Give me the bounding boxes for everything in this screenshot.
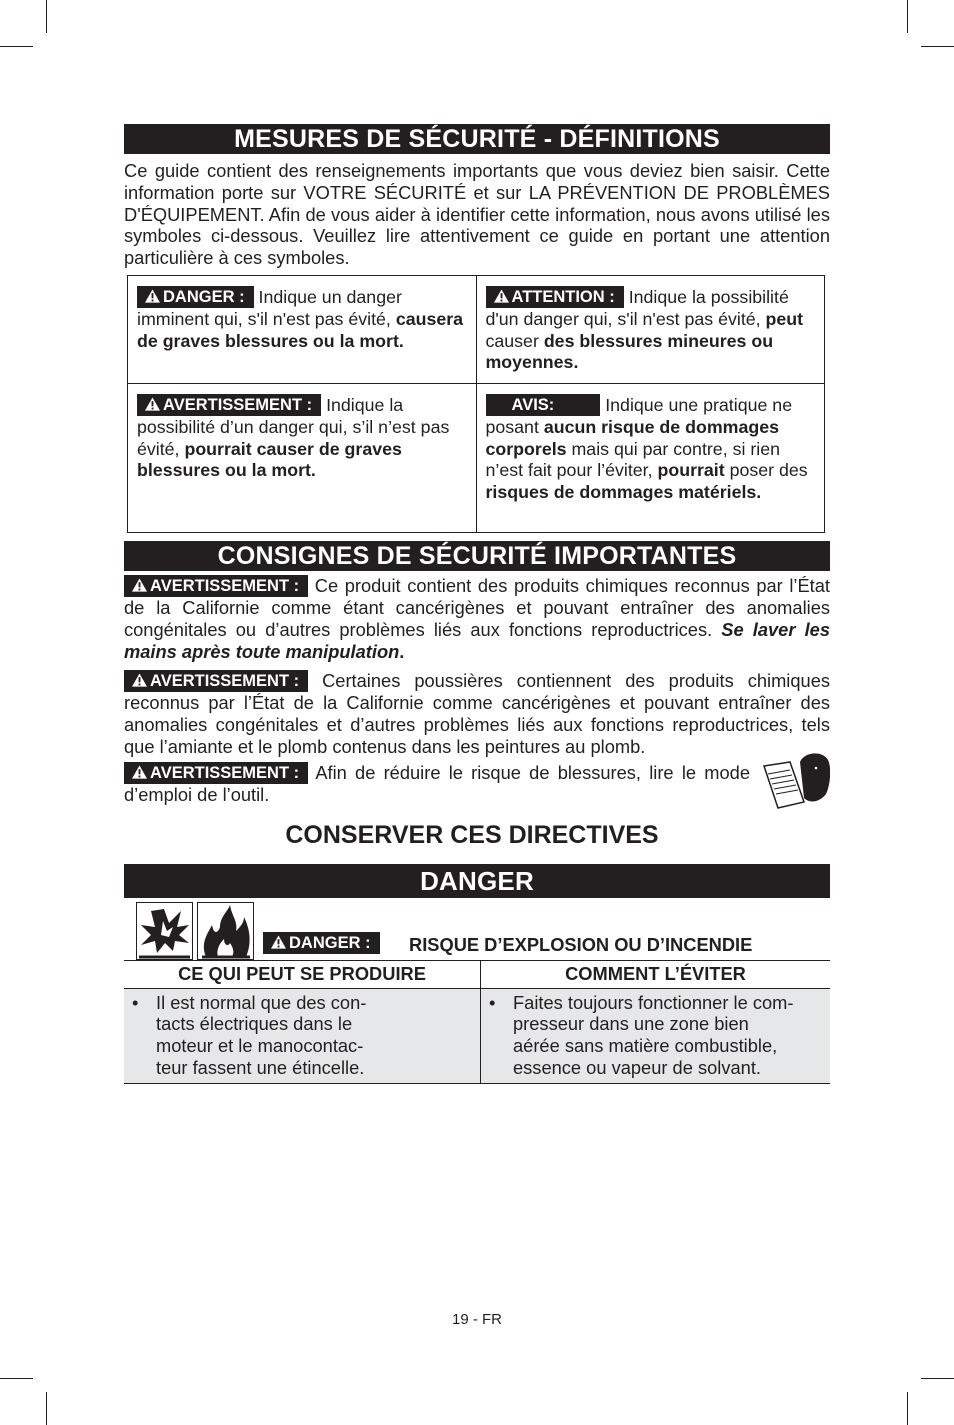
bullet: • (132, 991, 139, 1013)
crop-mark (921, 46, 954, 47)
warning-triangle-icon (132, 578, 147, 592)
danger-signal-word (263, 932, 380, 954)
warning-triangle-icon (145, 397, 160, 411)
avis-label: AVIS: (511, 395, 555, 414)
warning-triangle-icon (271, 935, 286, 949)
warning-text: Ce produit contient des produits chimiques reconnus par l’État de la Californie comme étant cancérigènes et pouvant entraîner des anomalies congénitales ou d’autres problèmes liés aux fonctions reproductrices. (124, 574, 830, 640)
page-content (124, 124, 830, 1084)
warning-paragraph-manual (124, 762, 830, 806)
avertissement-bold: pourrait causer de graves blessures ou la mort. (137, 438, 402, 481)
crop-mark (0, 46, 33, 47)
avertissement-text: Indique la possibilité d’un danger qui, s’il n’est pas évité, (137, 394, 450, 459)
avis-text: mais qui par contre, si rien n’est fait pour l’éviter, (485, 438, 781, 481)
hazard-remedy-text: Faites toujours fonctionner le com- presseur dans une zone bien aérée sans matière combustible, essence ou vapeur de solvant. (513, 991, 794, 1078)
avertissement-label: AVERTISSEMENT : (150, 763, 300, 782)
column-header-cause: CE QUI PEUT SE PRODUIRE (124, 960, 481, 988)
avis-text: Indique une pratique ne posant (485, 394, 793, 437)
definition-avertissement (128, 383, 477, 532)
warning-text: Afin de réduire le risque de blessures, lire le mode d’emploi de l’outil. (124, 761, 750, 805)
warning-triangle-icon (145, 289, 160, 303)
warning-triangle-icon (132, 673, 147, 687)
attention-signal-word (486, 286, 624, 308)
crop-mark (0, 1378, 33, 1379)
danger-text: Indique un danger imminent qui, s'il n'est pas évité, (137, 286, 402, 329)
avis-bold: aucun risque de dommages corporels (485, 416, 779, 459)
hazard-cause-text: Il est normal que des con- tacts électriques dans le moteur et le manocontac- teur fassent une étincelle. (156, 991, 367, 1078)
avertissement-label: AVERTISSEMENT : (163, 395, 313, 414)
crop-mark (907, 0, 908, 33)
avertissement-signal-word (124, 670, 308, 692)
explosion-icon (136, 902, 193, 960)
avertissement-signal-word (137, 394, 321, 416)
danger-bold: causera de graves blessures ou la mort. (137, 308, 464, 351)
danger-label: DANGER : (163, 287, 245, 306)
crop-mark (46, 1392, 47, 1425)
definition-danger (128, 275, 477, 383)
warning-triangle-icon (494, 289, 509, 303)
avis-signal-word (486, 394, 601, 416)
danger-label: DANGER : (289, 933, 371, 952)
definition-avis (476, 383, 825, 532)
definition-attention (476, 275, 825, 383)
warning-emphasis: Se laver les mains après toute manipulation (124, 618, 830, 662)
attention-bold: peut (765, 308, 804, 329)
hazard-row (124, 898, 830, 960)
intro-paragraph: Ce guide contient des renseignements importants que vous deviez bien saisir. Cette information porte sur VOTRE SÉCURITÉ et sur LA PRÉVENTION DE PROBLÈMES D'ÉQUIPEMENT. Afin de vous aider à identifier cette information, nous avons utilisé les symboles ci-dessous. Veuillez lire attentivement ce guide en portant une attention particulière à ces symboles. (124, 160, 830, 269)
fire-icon (197, 902, 254, 960)
attention-text: causer (485, 330, 544, 351)
avertissement-signal-word (124, 575, 308, 597)
bullet: • (489, 991, 496, 1013)
danger-signal-word (137, 286, 254, 308)
warning-end: . (399, 640, 405, 662)
crop-mark (921, 1378, 954, 1379)
hazard-cause-cell (124, 988, 481, 1083)
avis-text: poser des (724, 460, 808, 481)
crop-mark (907, 1392, 908, 1425)
attention-bold: des blessures mineures ou moyennes. (485, 330, 774, 373)
avertissement-signal-word (124, 762, 308, 784)
warning-paragraph-dust (124, 670, 830, 757)
column-header-remedy: COMMENT L’ÉVITER (481, 960, 831, 988)
warning-triangle-icon (132, 765, 147, 779)
definitions-table (127, 275, 825, 533)
warning-text: Certaines poussières contiennent des produits chimiques reconnus par l’État de la Californie comme cancérigènes et pouvant entraîner des anomalies congénitales et d’autres problèmes liés aux fonctions reproductrices, tels que l’amiante et le plomb contenus dans les peintures au plomb. (124, 670, 830, 757)
page-number: 19 - FR (451, 1311, 502, 1328)
avis-bold: risques de dommages matériels. (485, 482, 762, 503)
conserver-heading: CONSERVER CES DIRECTIVES (285, 820, 659, 849)
crop-mark (46, 0, 47, 33)
section-title-danger: DANGER (124, 864, 830, 898)
hazard-label: RISQUE D’EXPLOSION OU D’INCENDIE (409, 933, 753, 955)
warning-paragraph-chemicals (124, 575, 830, 662)
warning-manual-row (124, 762, 830, 806)
avertissement-label: AVERTISSEMENT : (150, 576, 300, 595)
attention-label: ATTENTION : (511, 287, 615, 306)
hazard-table (124, 960, 830, 1084)
section-title-definitions: MESURES DE SÉCURITÉ - DÉFINITIONS (124, 124, 830, 154)
avertissement-label: AVERTISSEMENT : (150, 672, 300, 691)
avis-bold: pourrait (657, 460, 725, 481)
section-title-consignes: CONSIGNES DE SÉCURITÉ IMPORTANTES (124, 541, 830, 571)
attention-text: Indique la possibilité d'un danger qui, s'il n'est pas évité, (485, 286, 789, 329)
hazard-remedy-cell (481, 988, 831, 1083)
read-manual-icon (760, 752, 830, 810)
